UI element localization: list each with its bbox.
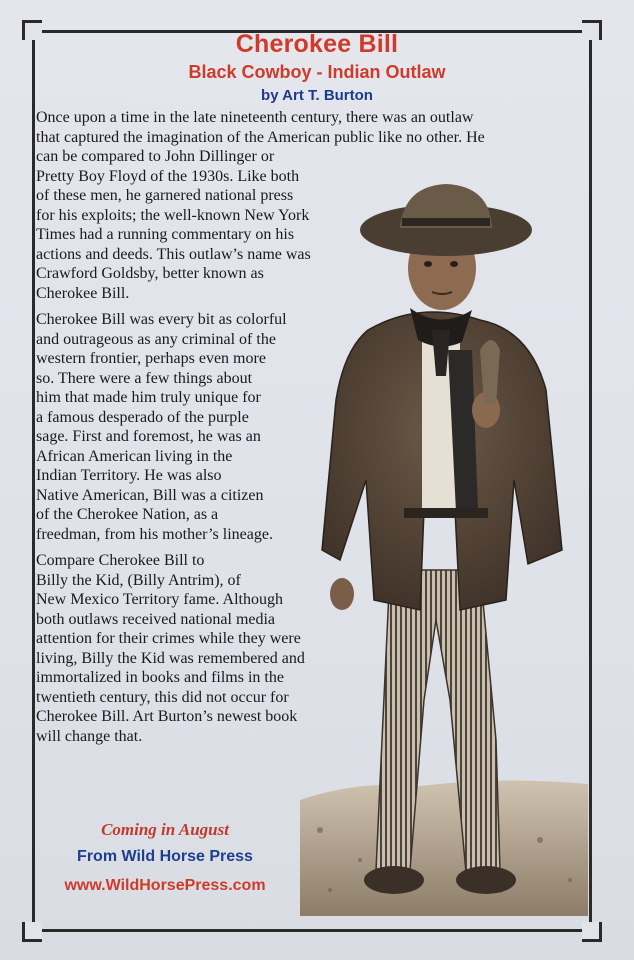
text-line: attention for their crimes while they were [36,630,301,647]
text-line: for his exploits; the well-known New York [36,206,310,224]
release-announcement: Coming in August [101,820,229,839]
corner-bottom-left [22,922,42,942]
text-line: freedman, from his mother’s lineage. [36,525,273,543]
text-line: so. There were a few things about [36,369,253,387]
text-line: Pretty Boy Floyd of the 1930s. Like both [36,167,300,185]
text-line: Native American, Bill was a citizen [36,486,264,504]
publisher-website-link[interactable]: www.WildHorsePress.com [64,877,266,894]
text-line: Times had a running commentary on his [36,226,295,243]
paragraph-3 [36,551,596,746]
author-byline: by Art T. Burton [261,87,373,104]
text-line: Billy the Kid, (Billy Antrim), of [36,571,241,589]
text-line: of these men, he garnered national press [36,187,294,204]
paragraph-1 [36,108,596,303]
text-line: both outlaws received national media [36,610,276,628]
text-line: that captured the imagination of the American public like no other. He [36,128,485,146]
text-line: Cherokee Bill. [36,284,130,302]
text-line: and outrageous as any criminal of the [36,330,276,348]
text-line: New Mexico Territory fame. Although [36,591,283,608]
text-line: actions and deeds. This outlaw’s name was [36,245,311,263]
publisher-name: From Wild Horse Press [77,848,253,865]
text-line: of the Cherokee Nation, as a [36,506,219,523]
text-line: Crawford Goldsby, better known as [36,265,264,282]
paragraph-2 [36,310,596,544]
text-line: twentieth century, this did not occur for [36,688,289,706]
page-subtitle: Black Cowboy - Indian Outlaw [188,62,446,82]
text-line: Cherokee Bill was every bit as colorful [36,311,287,328]
article-body [36,108,596,753]
text-line: Indian Territory. He was also [36,467,222,484]
text-line: sage. First and foremost, he was an [36,428,261,445]
text-line: him that made him truly unique for [36,389,261,406]
page-title: Cherokee Bill [235,30,399,58]
corner-bottom-right [582,922,602,942]
text-line: western frontier, perhaps even more [36,350,266,367]
text-line: Once upon a time in the late nineteenth century, there was an outlaw [36,109,474,126]
text-line: can be compared to John Dillinger or [36,148,275,165]
text-line: immortalized in books and films in the [36,669,284,686]
text-line: living, Billy the Kid was remembered and [36,649,305,667]
text-line: Cherokee Bill. Art Burton’s newest book [36,708,298,725]
text-line: a famous desperado of the purple [36,408,249,426]
text-line: Compare Cherokee Bill to [36,552,205,569]
text-line: African American living in the [36,447,233,465]
text-line: will change that. [36,727,143,745]
